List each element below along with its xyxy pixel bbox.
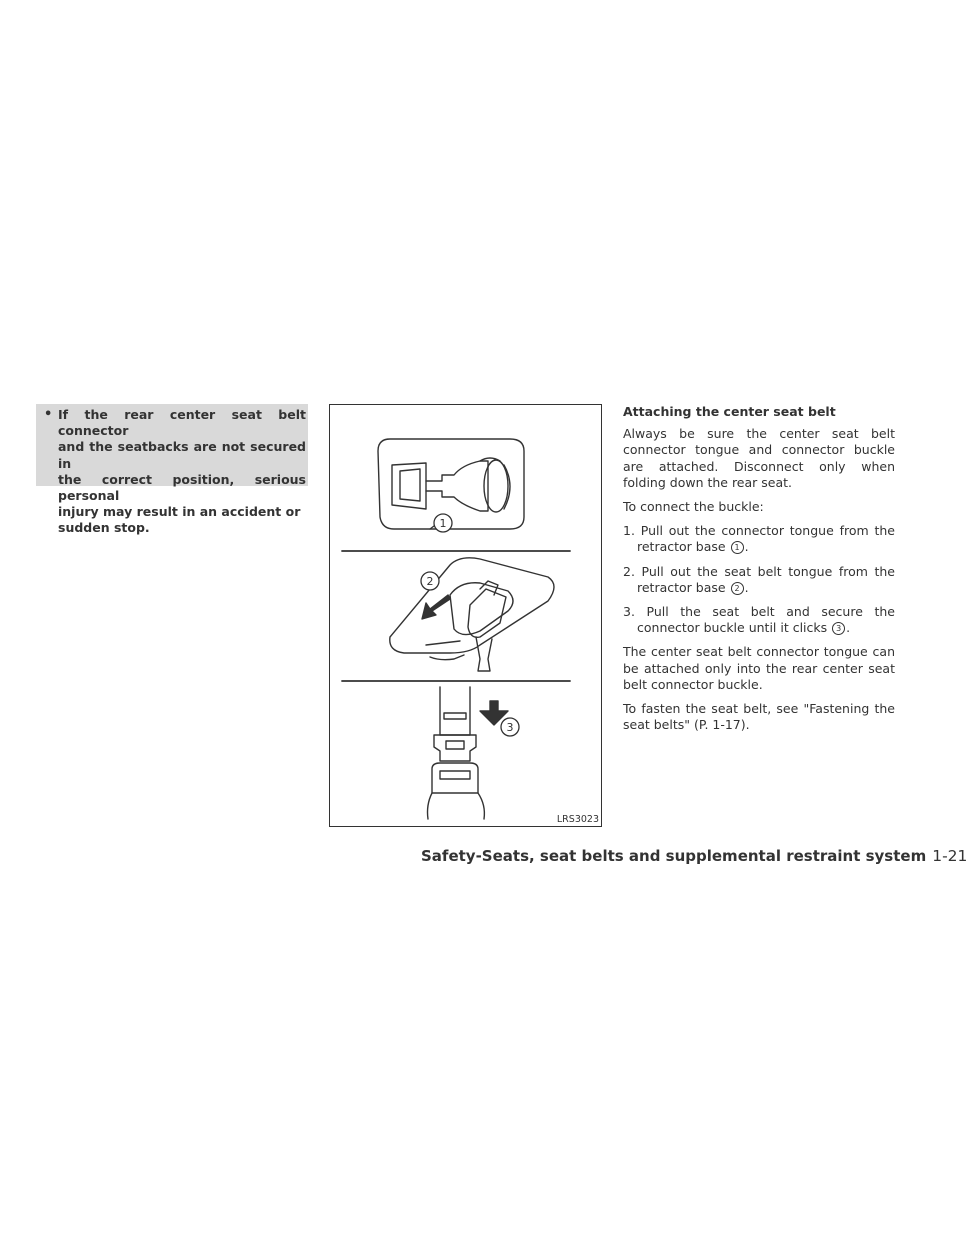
warning-line: sudden stop. (58, 520, 150, 536)
intro-paragraph: Always be sure the center seat belt connector tongue and connector buckle are attached. Disconnect only when folding down the rear seat. (623, 426, 895, 490)
step-end: . (744, 579, 749, 595)
step-item (623, 523, 895, 555)
warning-text (58, 407, 306, 537)
step-text: Pull out the connector tongue from the retractor base (637, 523, 895, 555)
warning-line: and the seatbacks are not secured in (58, 439, 306, 471)
callout-badge: 2 (731, 582, 744, 595)
page-footer (421, 847, 967, 865)
callout-badge: 1 (731, 541, 744, 554)
warning-line: the correct position, serious personal (58, 471, 306, 504)
step-end: . (744, 539, 749, 555)
section-heading: Attaching the center seat belt (623, 404, 836, 419)
seat-belt-illustration (329, 404, 602, 827)
connect-label: To connect the buckle: (623, 499, 764, 515)
fasten-paragraph: To fasten the seat belt, see "Fastening the seat belts" (P. 1-17). (623, 701, 895, 733)
step-text: Pull the seat belt and secure the connector buckle until it clicks (637, 604, 895, 636)
instructions-column (623, 404, 895, 741)
illustration-drawing (330, 405, 603, 828)
page-number: 1-21 (932, 847, 967, 865)
warning-bullet: • (44, 407, 53, 422)
callout-1: 1 (439, 517, 447, 530)
note-paragraph: The center seat belt connector tongue can be attached only into the rear center seat belt connector buckle. (623, 644, 895, 692)
step-number: 3. (623, 604, 635, 620)
figure-code: LRS3023 (556, 814, 599, 825)
callout-3: 3 (506, 721, 514, 734)
step-end: . (846, 620, 851, 636)
callout-2: 2 (426, 575, 434, 588)
warning-line: injury may result in an accident or (58, 504, 301, 520)
callout-badge: 3 (832, 622, 845, 635)
step-text: Pull out the seat belt tongue from the retractor base (637, 563, 895, 595)
footer-title: Safety-Seats, seat belts and supplemental restraint system (421, 847, 927, 865)
step-number: 2. (623, 563, 635, 579)
step-item (623, 604, 895, 636)
step-item (623, 564, 895, 596)
warning-line: If the rear center seat belt connector (58, 407, 306, 439)
step-number: 1. (623, 523, 635, 539)
